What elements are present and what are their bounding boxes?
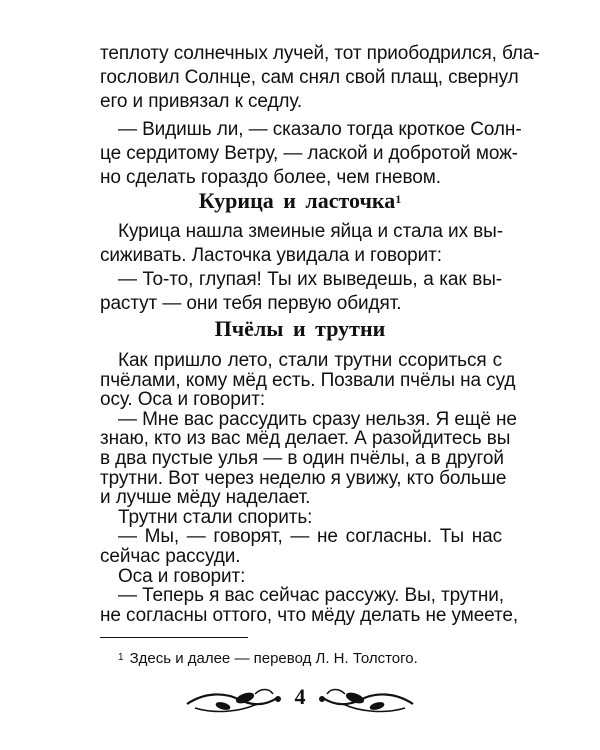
footnote: [118, 650, 518, 668]
text-line: осу. Оса и говорит:: [100, 389, 266, 411]
text-line: Трутни стали спорить:: [118, 506, 313, 528]
text-line: — Мне вас рассудить сразу нельзя. Я ещё не: [118, 408, 517, 430]
footnote-reference: 1: [395, 192, 402, 206]
text-line: и лучше мёду наделает.: [100, 487, 311, 509]
story-title-text: Курица и ласточка: [198, 188, 396, 213]
page-number: 4: [294, 684, 306, 709]
text-line: теплоту солнечных лучей, тот приободрился, бла-: [100, 43, 540, 64]
footnote-divider: [100, 637, 248, 638]
text-line: це сердитому Ветру, — лаской и добротой мож-: [100, 143, 518, 164]
text-line: Оса и говорит:: [118, 565, 246, 587]
story-title-text: Пчёлы и трутни: [214, 316, 386, 341]
text-line: Курица нашла змеиные яйца и стала их вы-: [118, 221, 503, 242]
text-line: не согласны оттого, что мёду делать не умеете,: [100, 604, 519, 626]
text-line: растут — они тебя первую обидят.: [100, 293, 402, 314]
story-title-hen-swallow: [0, 188, 600, 214]
text-line: его и привязал к седлу.: [100, 91, 303, 112]
text-line: трутни. Вот через неделю я увижу, кто больше: [100, 467, 507, 489]
text-line: — Видишь ли, — сказало тогда кроткое Солн-: [118, 119, 522, 140]
text-line: — Теперь я вас сейчас рассужу. Вы, трутни,: [118, 585, 504, 607]
text-line: Как пришло лето, стали трутни ссориться с: [118, 350, 502, 371]
story-title-bees-drones: [0, 316, 600, 342]
text-line: сейчас рассуди.: [100, 546, 241, 567]
text-line: сиживать. Ласточка увидала и говорит:: [100, 245, 442, 266]
text-line: — Мы, — говорят, — не согласны. Ты нас: [118, 526, 502, 548]
footnote-mark: 1: [118, 652, 124, 663]
footnote-text: Здесь и далее — перевод Л. Н. Толстого.: [129, 650, 418, 667]
text-line: гословил Солнце, сам снял свой плащ, свернул: [100, 67, 519, 88]
text-line: — То-то, глупая! Ты их выведешь, а как вы-: [118, 269, 502, 290]
text-line: знаю, кто из вас мёд делает. А разойдитесь вы: [100, 428, 511, 450]
text-line: в два пустые улья — в один пчёлы, а в другой: [100, 448, 504, 469]
text-line: но сделать гораздо более, чем гневом.: [100, 167, 441, 188]
text-line: пчёлами, кому мёд есть. Позвали пчёлы на суд: [100, 369, 516, 391]
